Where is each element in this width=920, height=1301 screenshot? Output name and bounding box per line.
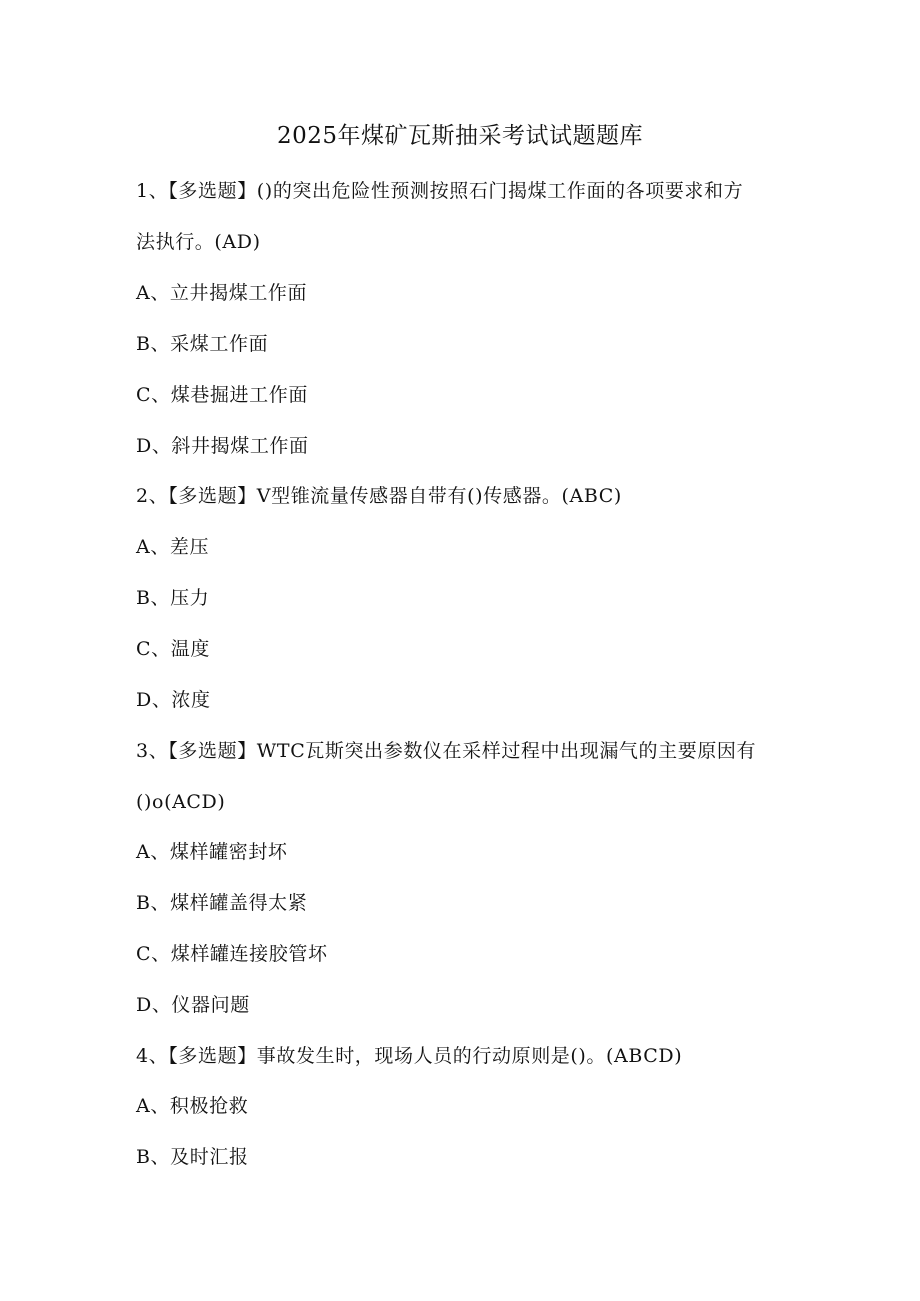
question-1-option-d: D、斜井揭煤工作面: [136, 435, 309, 457]
document-title: 2025年煤矿瓦斯抽采考试试题题库: [276, 123, 644, 149]
question-3-option-b: B、煤样罐盖得太紧: [136, 892, 308, 914]
question-1-option-a: A、立井揭煤工作面: [136, 282, 308, 304]
question-3-stem-line-1: 3、【多选题】WTC瓦斯突出参数仪在采样过程中出现漏气的主要原因有: [136, 740, 757, 762]
question-1-stem-line-1: 1、【多选题】()的突出危险性预测按照石门揭煤工作面的各项要求和方: [136, 180, 744, 202]
question-4-option-a: A、积极抢救: [136, 1095, 249, 1117]
question-3-stem-line-2: ()o(ACD): [136, 791, 226, 813]
question-1-option-b: B、采煤工作面: [136, 333, 269, 355]
question-2-option-c: C、温度: [136, 638, 210, 660]
question-3-option-d: D、仪器问题: [136, 994, 250, 1016]
question-2-option-d: D、浓度: [136, 689, 211, 711]
question-2-stem-line-1: 2、【多选题】V型锥流量传感器自带有()传感器。(ABC): [136, 485, 622, 507]
question-4-stem-line-1: 4、【多选题】事故发生时，现场人员的行动原则是()。(ABCD): [136, 1045, 683, 1067]
question-1-option-c: C、煤巷掘进工作面: [136, 384, 308, 406]
question-2-option-a: A、差压: [136, 536, 210, 558]
question-3-option-c: C、煤样罐连接胶管坏: [136, 943, 328, 965]
question-2-option-b: B、压力: [136, 587, 210, 609]
question-1-stem-line-2: 法执行。(AD): [136, 231, 261, 253]
question-3-option-a: A、煤样罐密封坏: [136, 841, 288, 863]
question-4-option-b: B、及时汇报: [136, 1146, 249, 1168]
